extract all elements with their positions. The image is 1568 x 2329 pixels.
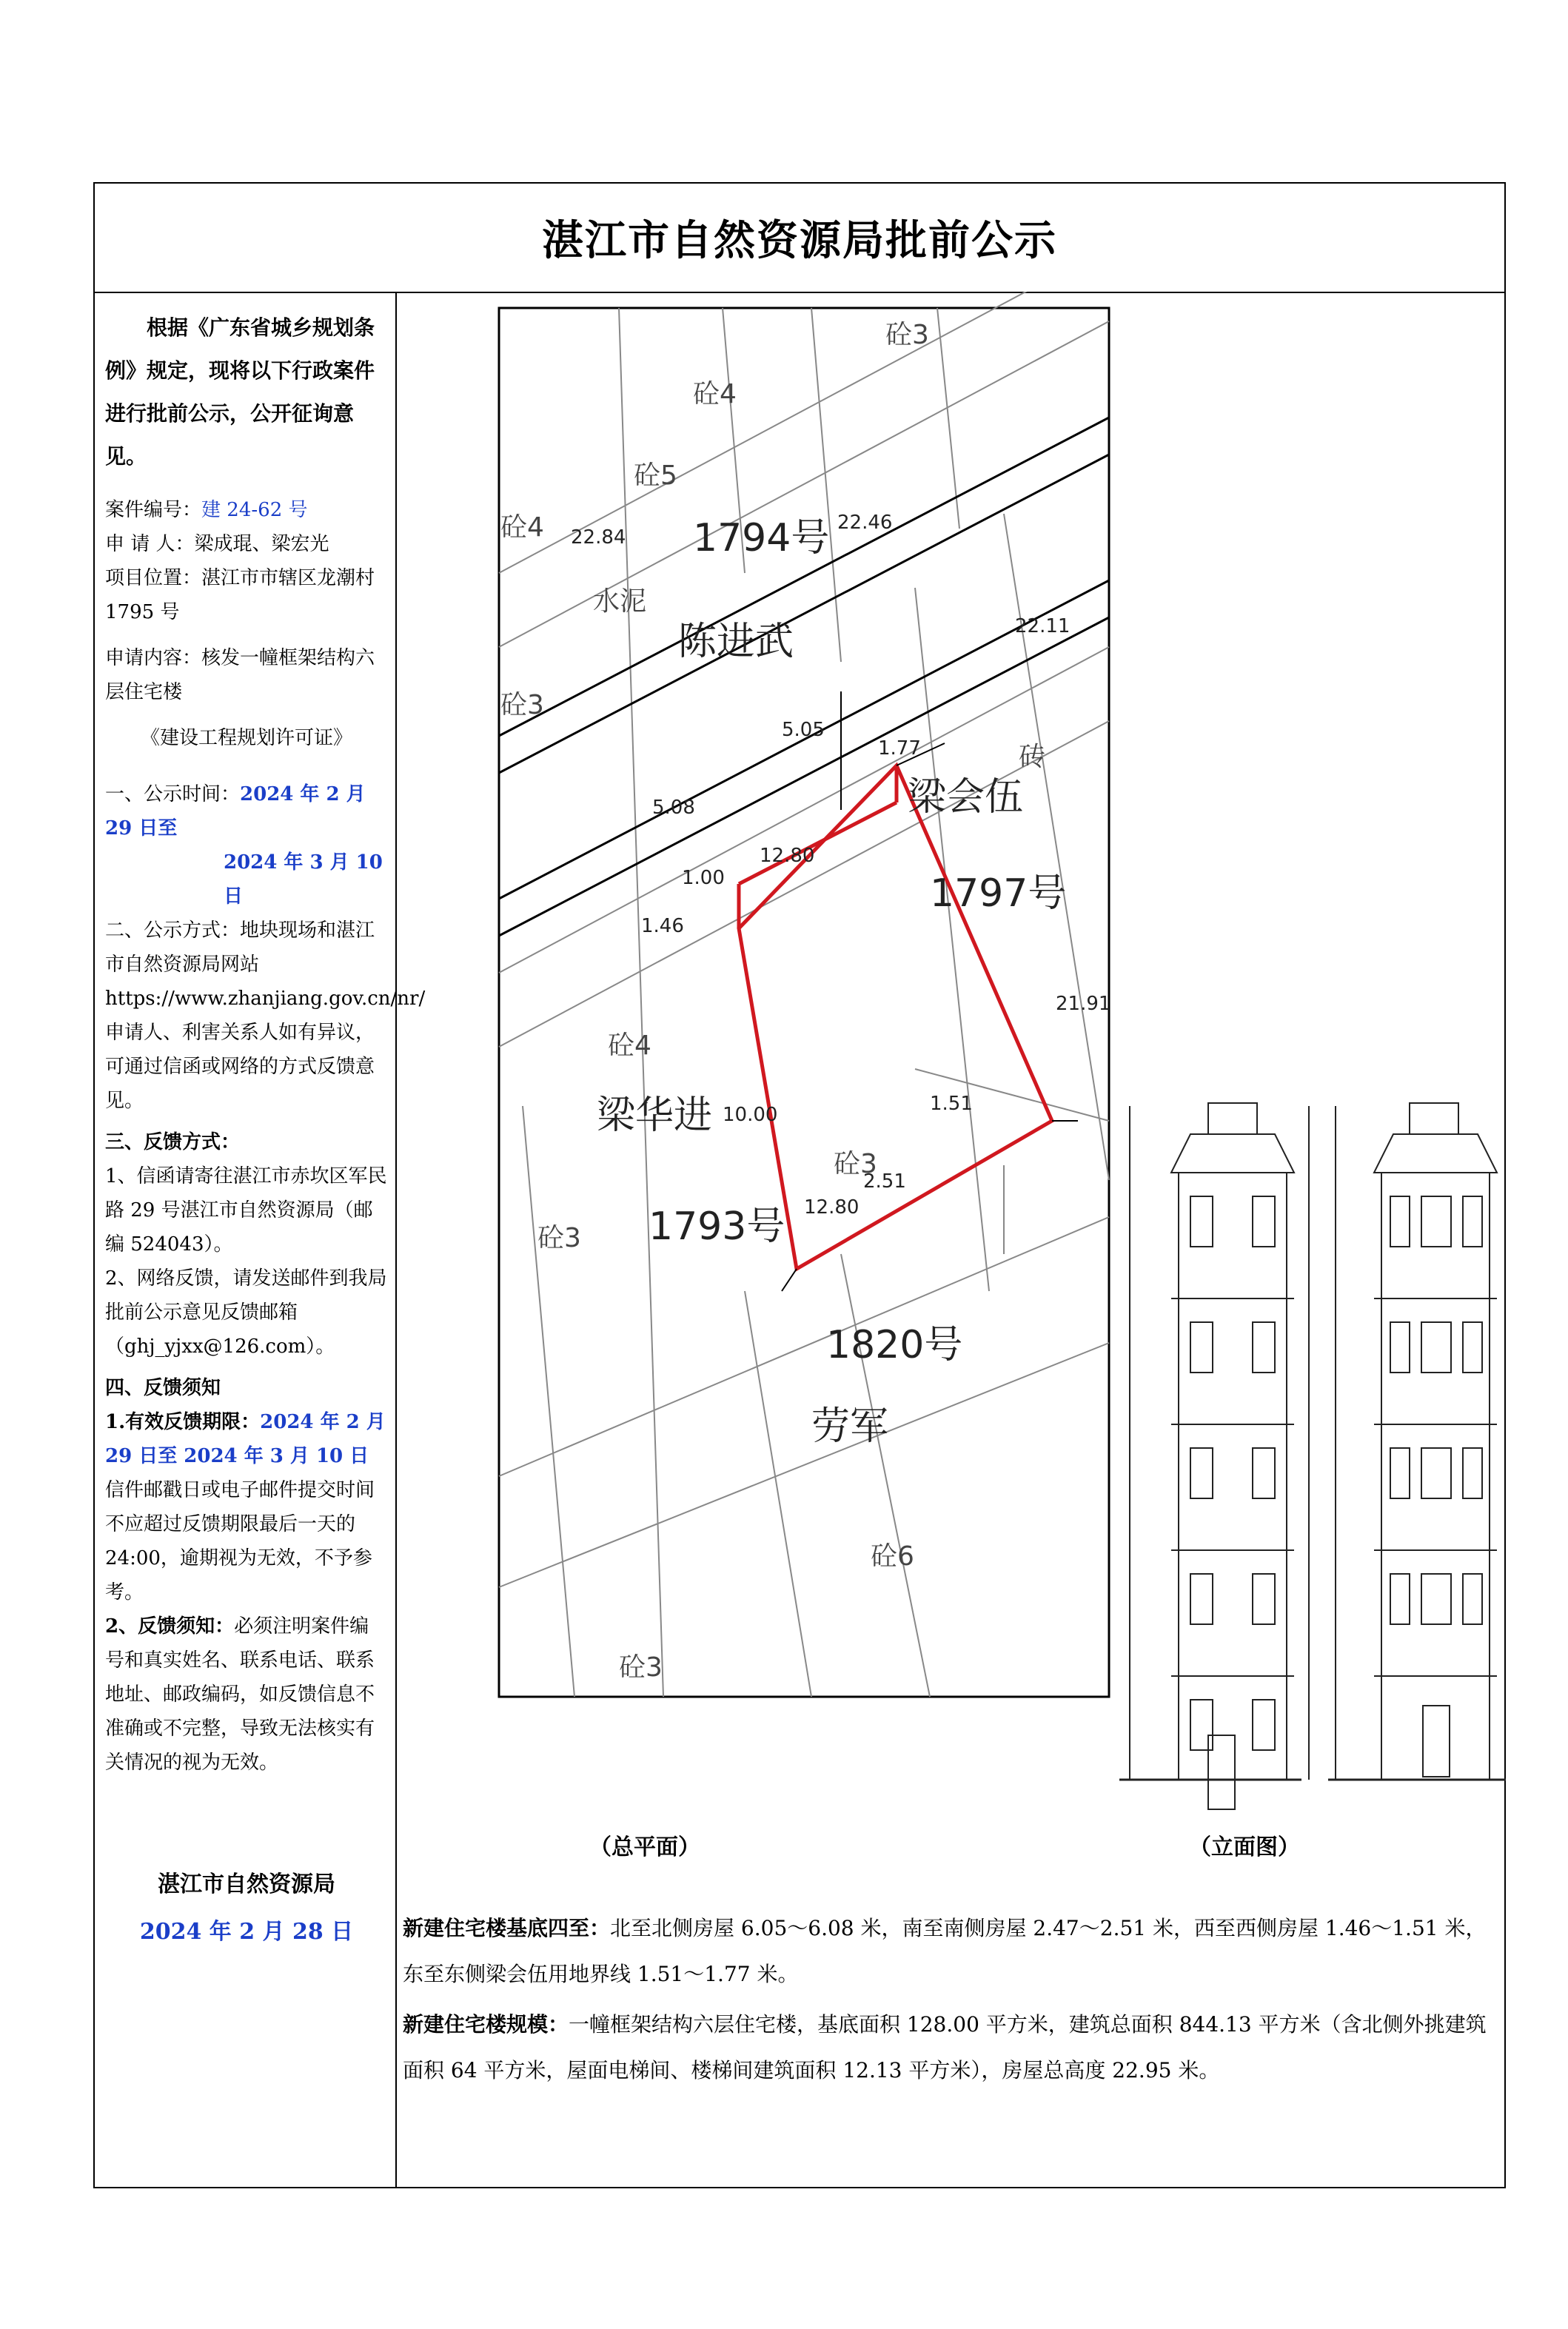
elevation-front	[1119, 1103, 1309, 1809]
label-1820: 1820号	[826, 1323, 963, 1367]
label-owner-1820: 劳军	[811, 1404, 889, 1449]
elev-1: 22.84	[571, 526, 626, 549]
mat-8: 水泥	[593, 586, 647, 617]
dim-f: 1.00	[682, 867, 725, 889]
mat-10: 砼4	[608, 1031, 651, 1061]
feedback-item-1: 1、信函请寄往湛江市赤坎区军民路 29 号湛江市自然资源局（邮编 524043）。	[105, 1165, 387, 1256]
site-plan-caption: （总平面）	[589, 1834, 700, 1860]
right-column	[397, 292, 1506, 2187]
mat-1: 砼4	[693, 379, 737, 409]
dim-e: 1.46	[641, 915, 684, 937]
mat-11: 砼3	[834, 1149, 877, 1179]
mat-9: 砖	[1019, 742, 1046, 772]
dim-a: 5.05	[782, 719, 825, 741]
case-number: 案件编号：建 24-62 号	[105, 499, 308, 521]
description-scale: 新建住宅楼规模：一幢框架结构六层住宅楼，基底面积 128.00 平方米，建筑总面积 844.13 平方米（含北侧外挑建筑面积 64 平方米，屋面电梯间、楼梯间建筑面积 12.13 平方米），房屋总高度 22.95 米。	[403, 2012, 1487, 2082]
elev-2: 22.46	[837, 512, 893, 534]
elev-3: 22.11	[1015, 615, 1071, 637]
label-1794: 1794号	[693, 516, 830, 560]
mat-2: 砼5	[634, 460, 677, 491]
objection-text: 申请人、利害关系人如有异议，可通过信函或网络的方式反馈意见。	[105, 1022, 375, 1112]
content: 申请内容：核发一幢框架结构六层住宅楼	[105, 647, 375, 703]
signature	[105, 1861, 388, 1956]
description-boundary: 新建住宅楼基底四至：北至北侧房屋 6.05～6.08 米，南至南侧房屋 2.47～2.51 米，西至西侧房屋 1.46～1.51 米，东至东侧梁会伍用地界线 1.51～1.77 米。	[403, 1916, 1487, 1986]
note-2: 2、反馈须知：必须注明案件编号和真实姓名、联系电话、联系地址、邮政编码，如反馈信息不准确或不完整，导致无法核实有关情况的视为无效。	[105, 1615, 375, 1774]
elevation-side	[1328, 1103, 1506, 1780]
dim-i: 2.51	[863, 1170, 906, 1193]
feedback-item-2: 2、网络反馈，请发送邮件到我局批前公示意见反馈邮箱（ghj_yjxx@126.com）。	[105, 1267, 387, 1358]
mat-4: 砼4	[500, 512, 544, 543]
notes-heading: 四、反馈须知	[105, 1377, 221, 1399]
applicant: 申 请 人：梁成琨、梁宏光	[105, 533, 329, 555]
mat-12: 砼3	[537, 1223, 581, 1253]
dim-c: 1.77	[878, 737, 921, 760]
site-plan	[499, 292, 1110, 1697]
signature-org: 湛江市自然资源局	[158, 1871, 335, 1897]
mat-6: 砼6	[871, 1541, 914, 1572]
location: 项目位置：湛江市市辖区龙潮村 1795 号	[105, 567, 375, 623]
signature-date: 2024 年 2 月 28 日	[139, 1919, 354, 1945]
mat-3: 砼3	[885, 320, 929, 350]
notice-method: 二、公示方式：地块现场和湛江市自然资源局网站	[105, 919, 375, 976]
permit: 《建设工程规划许可证》	[140, 727, 352, 749]
page-title: 湛江市自然资源局批前公示	[542, 216, 1057, 265]
label-1797: 1797号	[930, 871, 1067, 916]
dim-g: 10.00	[723, 1104, 778, 1126]
notice-frame	[93, 182, 1506, 2188]
title-row	[95, 184, 1504, 293]
notice-url[interactable]: https://www.zhanjiang.gov.cn/nr/	[105, 988, 426, 1010]
dim-h: 1.51	[930, 1093, 973, 1115]
elevation-caption: （立面图）	[1189, 1834, 1300, 1860]
elev-4: 21.91	[1056, 993, 1111, 1015]
intro-text: 根据《广东省城乡规划条例》规定，现将以下行政案件进行批前公示，公开征询意见。	[105, 315, 375, 469]
dim-b: 5.08	[652, 797, 695, 819]
feedback-heading: 三、反馈方式：	[105, 1131, 241, 1153]
left-column	[95, 292, 426, 2187]
description	[403, 1906, 1498, 2098]
elevation-drawing	[1119, 1103, 1506, 1809]
mat-7: 砼3	[619, 1652, 663, 1683]
label-owner-1797: 梁会伍	[908, 775, 1024, 820]
label-owner-1793: 梁华进	[597, 1093, 713, 1138]
notice-time-end: 2024 年 3 月 10 日	[224, 851, 383, 908]
label-owner-1794: 陈进武	[678, 620, 794, 664]
notice-time: 一、公示时间：2024 年 2 月 29 日至	[105, 783, 366, 840]
mat-5: 砼3	[500, 690, 544, 720]
label-1793: 1793号	[649, 1204, 785, 1249]
note-1: 1.有效反馈期限：2024 年 2 月 29 日至 2024 年 3 月 10 日信件邮戳日或电子邮件提交时间不应超过反馈期限最后一天的 24:00，逾期视为无效，不予参考。	[105, 1411, 386, 1604]
dim-j: 12.80	[804, 1196, 860, 1219]
drawings	[397, 292, 1506, 1869]
dim-d: 12.80	[760, 845, 815, 867]
